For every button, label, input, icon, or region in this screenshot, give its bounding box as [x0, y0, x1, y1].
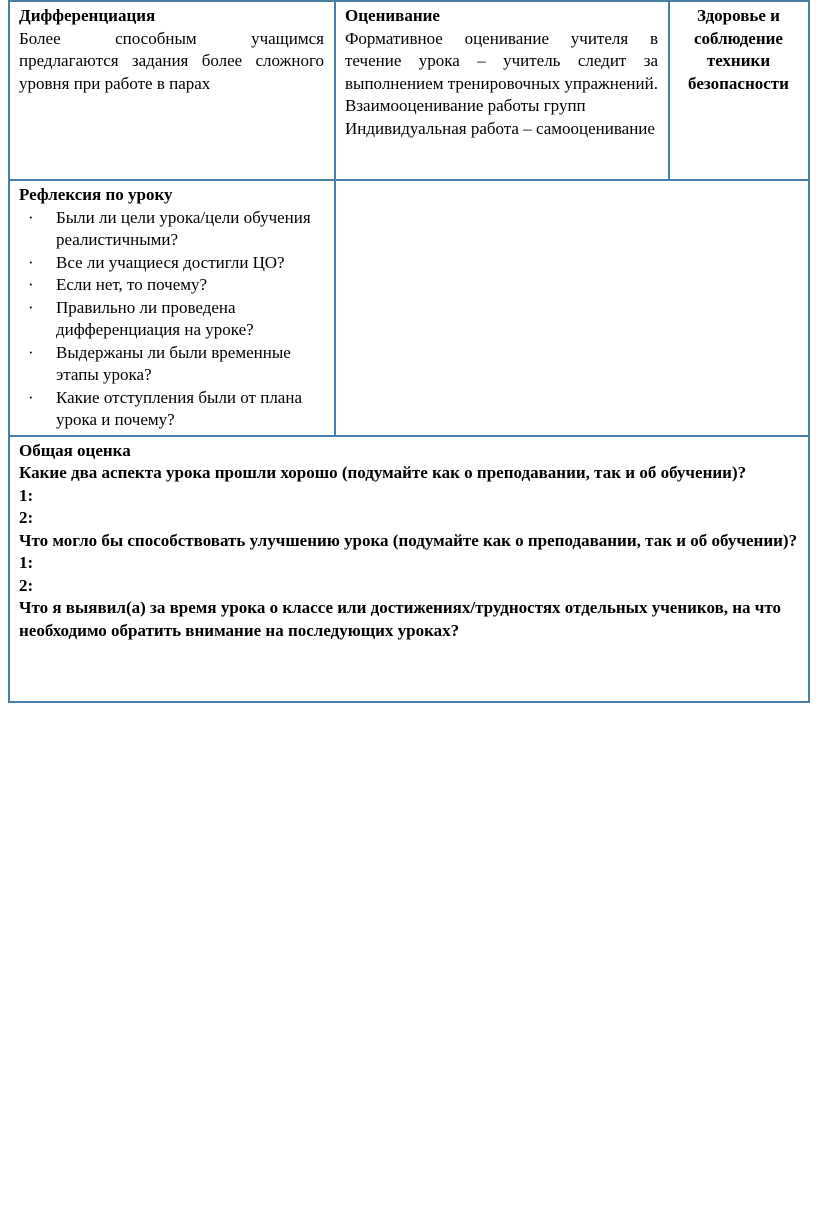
summary-cell — [9, 436, 809, 702]
reflection-item-text: Правильно ли проведена дифференциация на уроке? — [56, 297, 254, 339]
bullet-icon: · — [28, 207, 34, 227]
reflection-item-text: Выдержаны ли были временные этапы урока? — [56, 342, 291, 384]
health-cell — [669, 1, 809, 180]
summary-answer-1-1: 1: — [19, 485, 34, 505]
assessment-formative-text: Формативное оценивание учителя в течение урока – учитель следит за выполнением тренировочных упражнений. — [345, 28, 658, 93]
summary-question-3: Что я выявил(а) за время урока о классе или достижениях/трудностях отдельных учеников, на что необходимо обратить внимание на последующих уроках? — [19, 598, 782, 640]
bullet-icon: · — [28, 252, 34, 272]
summary-question-1: Какие два аспекта урока прошли хорошо (подумайте как о преподавании, так и об обучении)? — [19, 463, 747, 482]
summary-answer-1-2: 2: — [19, 508, 34, 527]
summary-question-2: Что могло бы способствовать улучшению урока (подумайте как о преподавании, так и об обучении)? — [19, 530, 798, 550]
reflection-item-text: Если нет, то почему? — [56, 275, 208, 294]
table-row — [9, 180, 809, 436]
summary-answer-2-1: 1: — [19, 553, 34, 572]
reflection-heading: Рефлексия по уроку — [19, 185, 173, 204]
assessment-cell — [335, 1, 669, 180]
list-item — [19, 207, 324, 252]
summary-heading: Общая оценка — [19, 440, 131, 460]
assessment-individual-text: Индивидуальная работа – самооценивание — [345, 118, 655, 138]
bullet-icon: · — [28, 275, 34, 294]
list-item — [19, 342, 324, 387]
differentiation-heading: Дифференциация — [19, 6, 156, 25]
lesson-plan-table — [8, 0, 810, 703]
table-row — [9, 1, 809, 180]
table-row — [9, 436, 809, 702]
differentiation-text: Более способным учащимся предлагаются задания более сложного уровня при работе в парах — [19, 28, 324, 93]
differentiation-cell — [9, 1, 335, 180]
reflection-cell — [9, 180, 335, 436]
bullet-icon: · — [28, 297, 34, 317]
list-item — [19, 274, 324, 297]
assessment-peer-text: Взаимооценивание работы групп — [345, 96, 586, 115]
list-item — [19, 252, 324, 275]
bullet-icon: · — [28, 387, 34, 407]
bullet-icon: · — [28, 342, 34, 362]
reflection-item-text: Все ли учащиеся достигли ЦО? — [56, 252, 285, 272]
list-item — [19, 297, 324, 342]
reflection-notes-cell — [335, 180, 809, 436]
assessment-heading: Оценивание — [345, 6, 440, 25]
list-item — [19, 387, 324, 432]
reflection-item-text: Какие отступления были от плана урока и почему? — [56, 387, 302, 429]
reflection-item-text: Были ли цели урока/цели обучения реалистичными? — [56, 207, 311, 249]
summary-answer-2-2: 2: — [19, 575, 34, 595]
health-heading: Здоровье и соблюдение техники безопасности — [688, 6, 789, 93]
reflection-list — [19, 207, 324, 432]
